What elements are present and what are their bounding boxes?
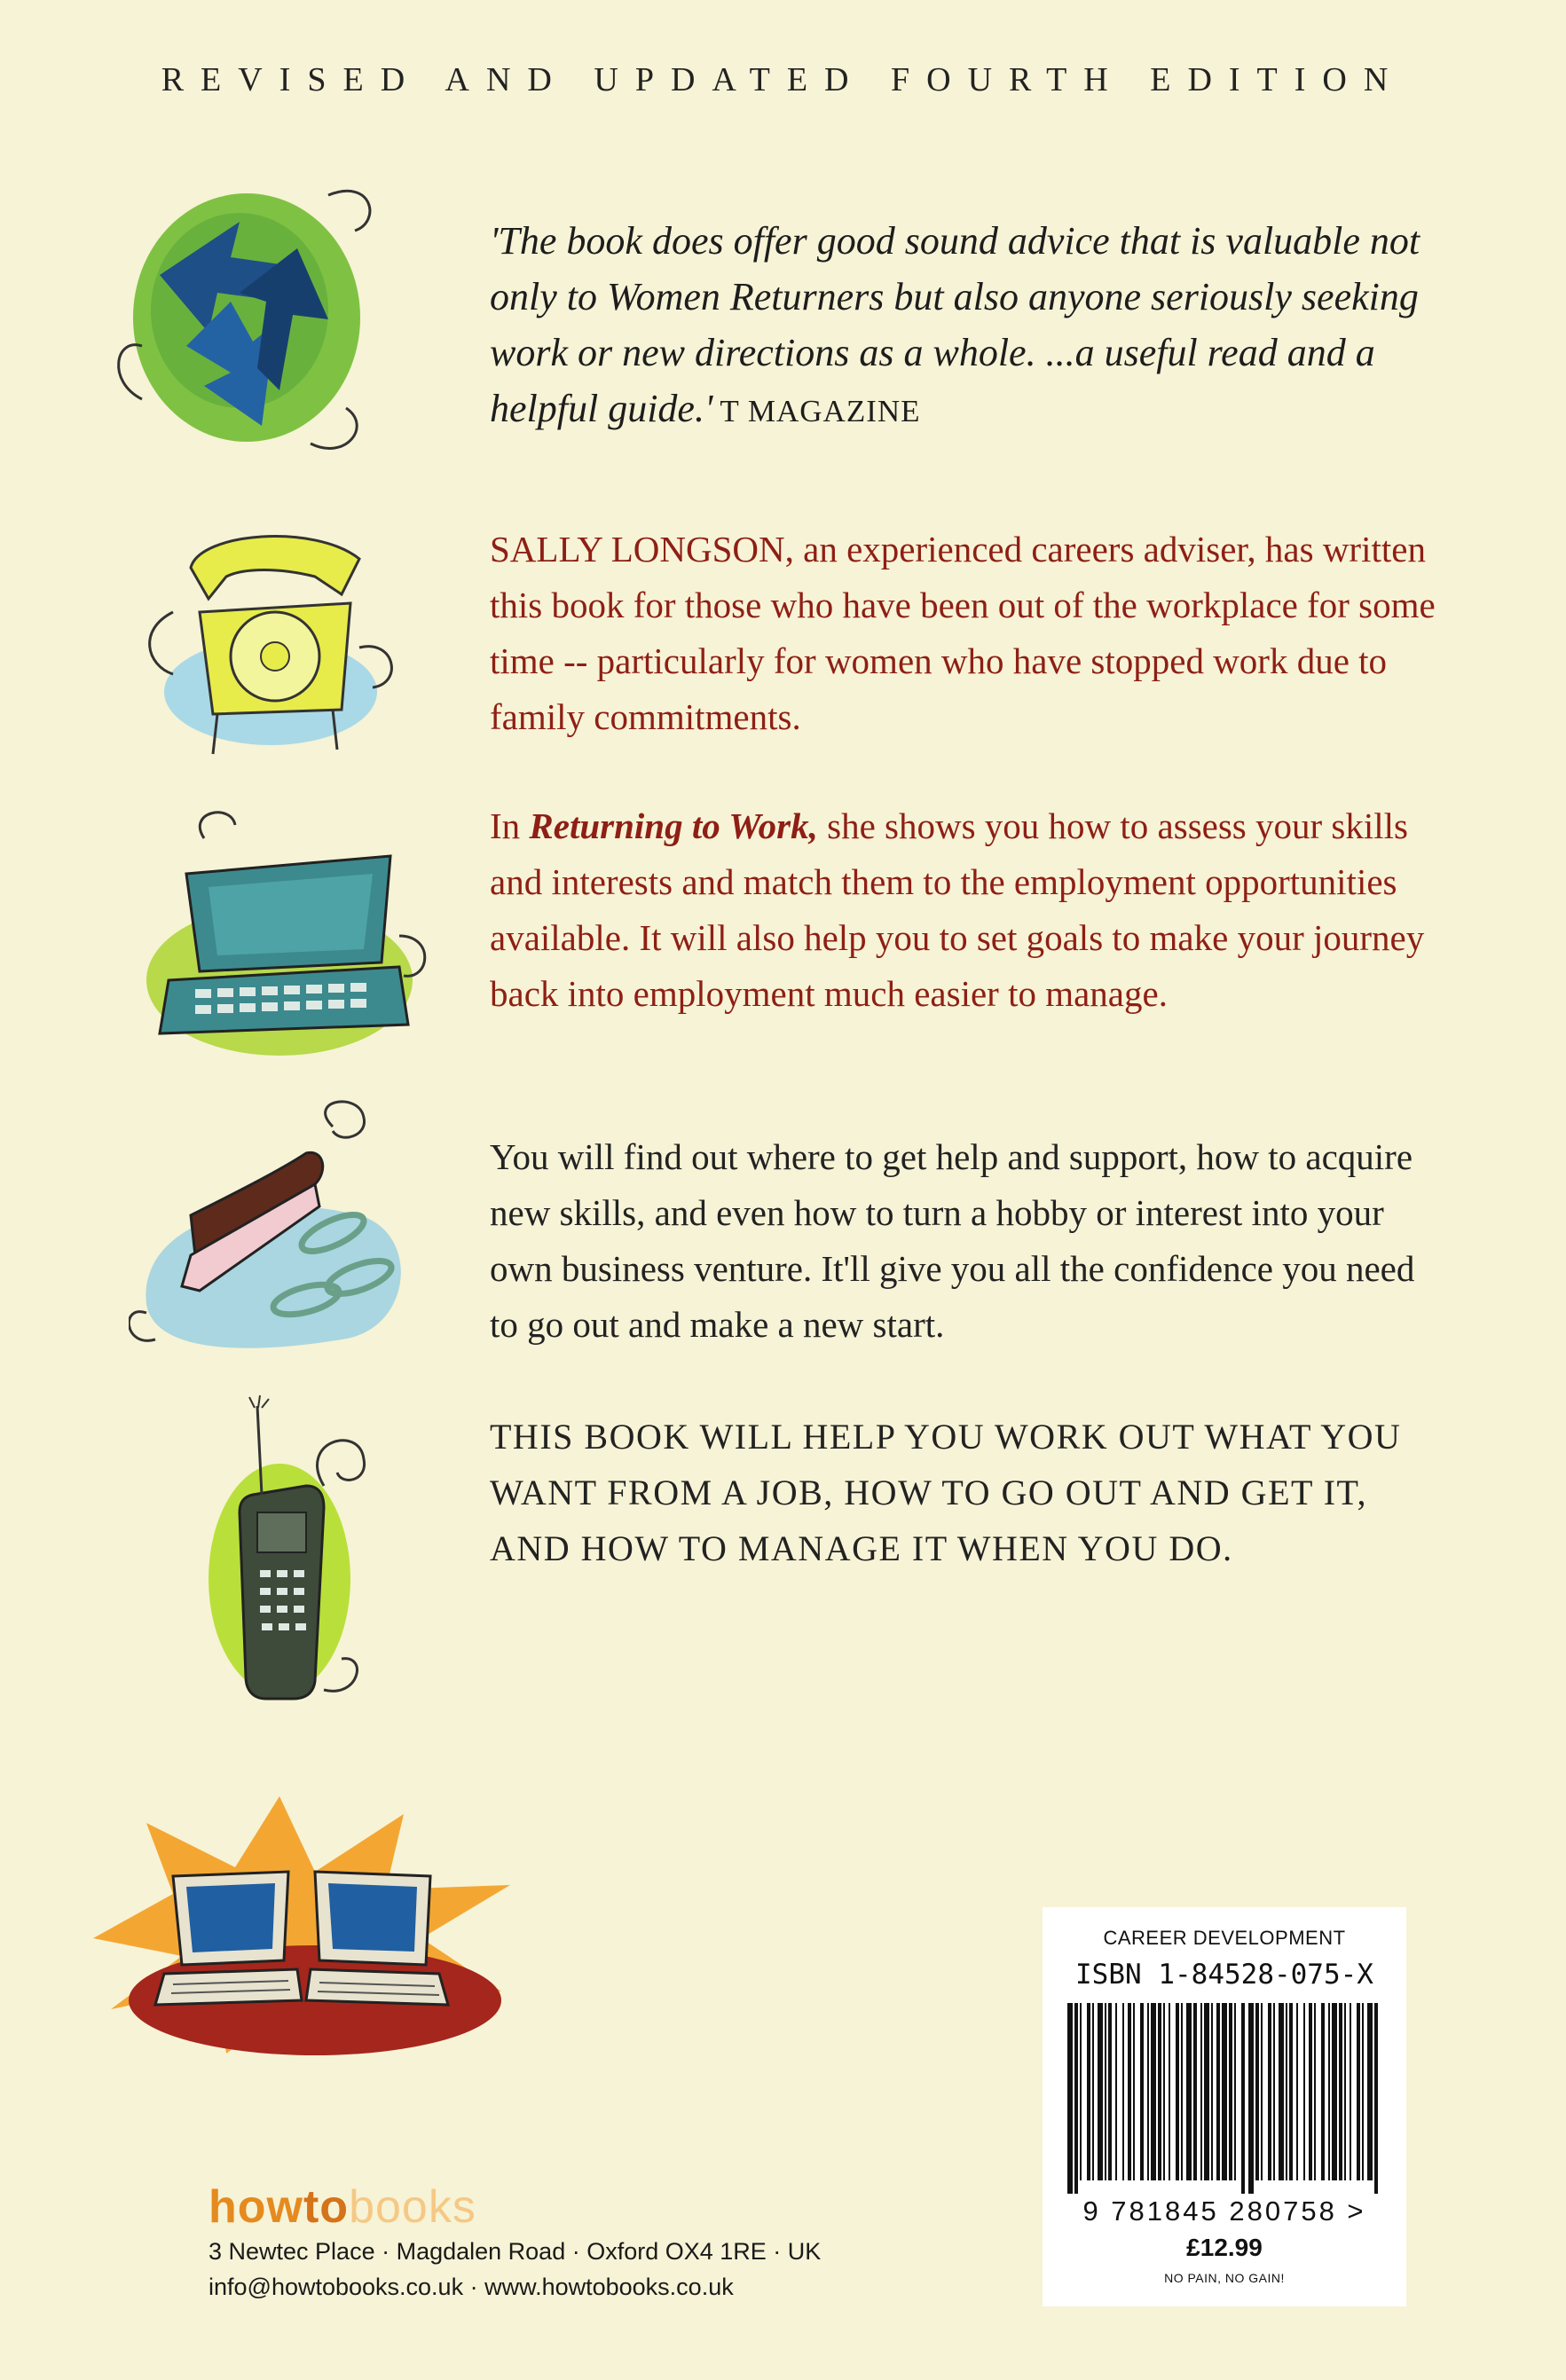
- logo-part-books: books: [349, 2181, 476, 2233]
- barcode-icon: [1060, 2003, 1389, 2194]
- barcode-bar: [1158, 2003, 1161, 2180]
- isbn-label: ISBN 1-84528-075-X: [1075, 1959, 1373, 1991]
- benefits-paragraph: You will find out where to get help and support, how to acquire new skills, and even how to turn a hobby or interest into your own business venture. It'll give you all the confidence you need to go out and make a new start.: [490, 1136, 1415, 1345]
- barcode-bar: [1374, 2003, 1378, 2194]
- barcode-bar: [1067, 2003, 1073, 2194]
- barcode-bar: [1328, 2003, 1330, 2180]
- barcode-bar: [1181, 2003, 1183, 2180]
- barcode-bar: [1147, 2003, 1149, 2180]
- barcode-bar: [1332, 2003, 1337, 2180]
- barcode-bar: [1362, 2003, 1364, 2180]
- laptop-icon: [133, 803, 435, 1069]
- barcode-bar: [1314, 2003, 1316, 2180]
- barcode-bar: [1087, 2003, 1090, 2180]
- barcode-bar: [1211, 2003, 1213, 2180]
- barcode-bar: [1204, 2003, 1209, 2180]
- summary-prefix: In: [490, 805, 530, 846]
- twin-computers-icon: [75, 1787, 537, 2071]
- barcode-bar: [1367, 2003, 1373, 2180]
- barcode-bar: [1303, 2003, 1305, 2180]
- publisher-address: 3 Newtec Place · Magdalen Road · Oxford OX4 1RE · UK: [209, 2238, 822, 2265]
- edition-heading: REVISED AND UPDATED FOURTH EDITION: [161, 61, 1405, 98]
- barcode-bar: [1255, 2003, 1259, 2180]
- barcode-bar: [1128, 2003, 1131, 2180]
- logo-part-how: how: [209, 2181, 303, 2233]
- barcode-bar: [1357, 2003, 1360, 2180]
- barcode-bar: [1105, 2003, 1106, 2180]
- price: £12.99: [1186, 2234, 1263, 2261]
- book-category: CAREER DEVELOPMENT: [1103, 1927, 1346, 1949]
- barcode-bar: [1163, 2003, 1165, 2180]
- review-source: T MAGAZINE: [720, 394, 921, 428]
- recycle-arrows-icon: [106, 169, 390, 461]
- barcode-bar: [1248, 2003, 1254, 2194]
- tagline-paragraph: THIS BOOK WILL HELP YOU WORK OUT WHAT YOU WANT FROM A JOB, HOW TO GO OUT AND GET IT, AND HOW TO MANAGE IT WHEN YOU DO.: [490, 1417, 1402, 1568]
- publisher-contact: info@howtobooks.co.uk · www.howtobooks.co.uk: [209, 2274, 734, 2300]
- barcode-bar: [1122, 2003, 1124, 2180]
- barcode-bar: [1115, 2003, 1117, 2180]
- barcode-bar: [1289, 2003, 1293, 2180]
- barcode-bar: [1344, 2003, 1346, 2180]
- publisher-block: [209, 2180, 821, 2305]
- barcode-bar: [1222, 2003, 1227, 2180]
- review-quote-text: 'The book does offer good sound advice that is valuable not only to Women Returners but also anyone seriously seeking work or new directions as a whole. ...a useful read and a helpful guide.': [490, 219, 1420, 430]
- barcode-bar: [1279, 2003, 1284, 2180]
- barcode-bar: [1229, 2003, 1232, 2180]
- barcode-bar: [1186, 2003, 1192, 2180]
- summary-paragraph: [490, 798, 1448, 1022]
- barcode-bar: [1151, 2003, 1156, 2180]
- barcode-bar: [1339, 2003, 1342, 2180]
- barcode-bar: [1234, 2003, 1236, 2180]
- book-title-inline: Returning to Work,: [529, 805, 818, 846]
- barcode-number: 9 781845 280758 >: [1082, 2195, 1366, 2227]
- barcode-bar: [1286, 2003, 1287, 2180]
- author-paragraph: SALLY LONGSON, an experienced careers adviser, has written this book for those who have been out of the workplace for some time -- particularly for women who have stopped work due to family commitments.: [490, 529, 1436, 737]
- barcode-bar: [1216, 2003, 1220, 2180]
- barcode-bar: [1268, 2003, 1271, 2180]
- barcode-bar: [1098, 2003, 1103, 2180]
- review-quote: [490, 213, 1448, 439]
- barcode-panel: [1043, 1907, 1406, 2306]
- barcode-bar: [1321, 2003, 1325, 2180]
- shoe-paperclip-icon: [129, 1100, 430, 1366]
- barcode-bar: [1176, 2003, 1179, 2180]
- barcode-bar: [1080, 2003, 1082, 2180]
- price-tagline: NO PAIN, NO GAIN!: [1164, 2271, 1285, 2285]
- barcode-bar: [1309, 2003, 1312, 2180]
- telephone-icon: [138, 514, 404, 772]
- barcode-bar: [1140, 2003, 1144, 2180]
- barcode-bar: [1261, 2003, 1263, 2180]
- barcode-bar: [1133, 2003, 1135, 2180]
- logo-part-to: to: [303, 2181, 350, 2233]
- barcode-bar: [1273, 2003, 1275, 2180]
- barcode-bar: [1074, 2003, 1078, 2194]
- summary-rest: she shows you how to assess your skills and interests and match them to the employment opportunities available. It will also help you to set goals to make your journey back into employment much easier to manage.: [490, 805, 1425, 1014]
- barcode-bar: [1200, 2003, 1202, 2180]
- barcode-bar: [1108, 2003, 1112, 2180]
- barcode-bar: [1169, 2003, 1170, 2180]
- barcode-bar: [1241, 2003, 1245, 2194]
- publisher-logo: [209, 2180, 821, 2234]
- mobile-phone-icon: [191, 1388, 386, 1743]
- barcode-bar: [1092, 2003, 1094, 2180]
- barcode-bar: [1296, 2003, 1298, 2180]
- barcode-bar: [1193, 2003, 1197, 2180]
- barcode-bar: [1350, 2003, 1351, 2180]
